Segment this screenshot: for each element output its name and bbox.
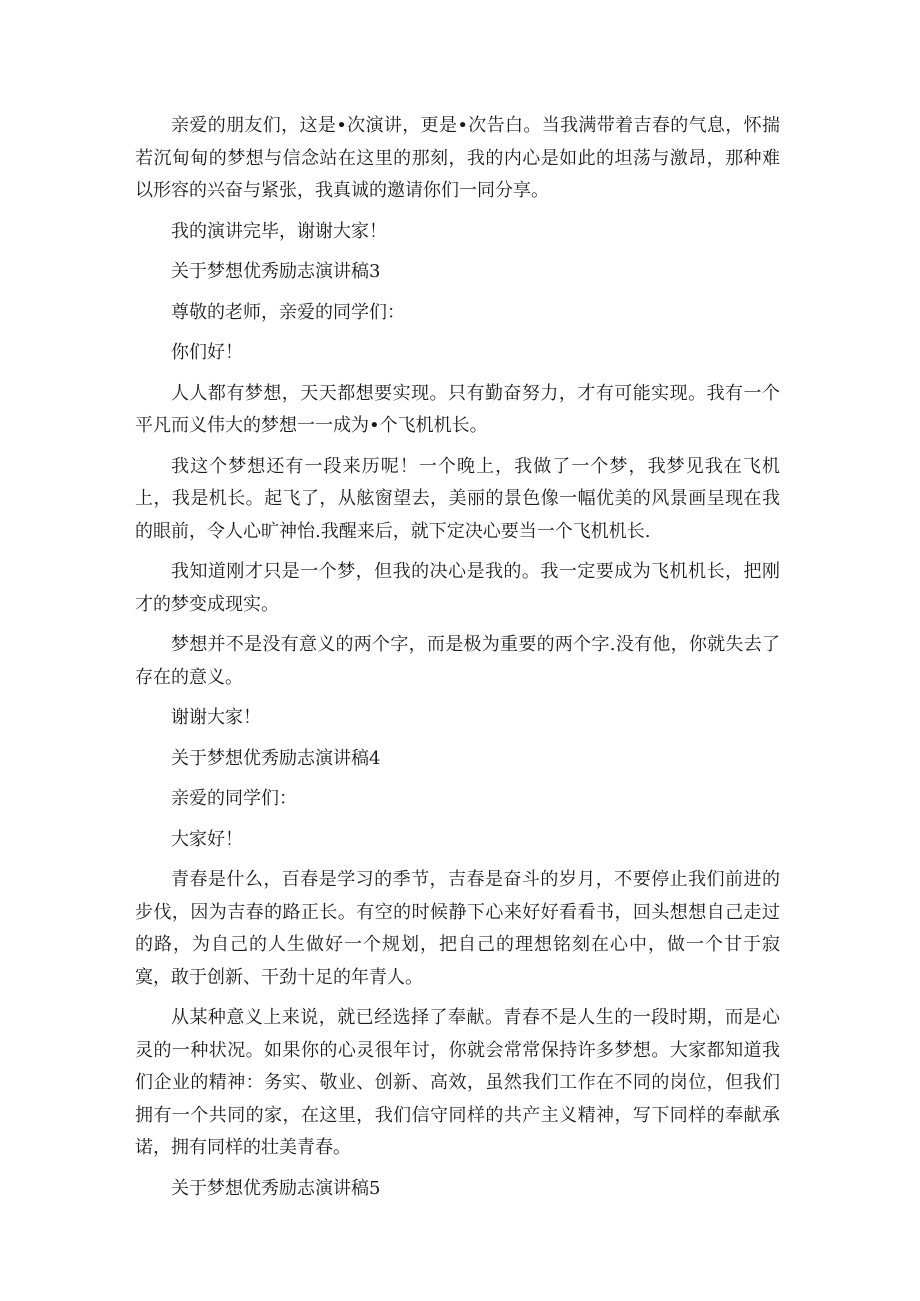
- paragraph-what-is-youth: 青春是什么，百春是学习的季节，吉春是奋斗的岁月，不要停止我们前进的步伐，因为吉春的路正长。有空的时候静下心来好好看看书，回头想想自己走过的路，为自己的人生做好一个规划，把自己的理想铭刻在心中，做一个甘于寂寞，敢于创新、干劲十足的年青人。: [135, 869, 780, 988]
- speech-heading-4: 关于梦想优秀励志演讲稿4: [171, 747, 381, 769]
- closing-thanks: 谢谢大家！: [171, 707, 261, 728]
- paragraph-determination: 我知道刚才只是一个梦，但我的决心是我的。我一定要成为飞机机长，把刚才的梦变成现实。: [135, 561, 780, 615]
- paragraph-everyone-has-dream: 人人都有梦想，天天都想要实现。只有勤奋努力，才有可能实现。我有一个平凡而义伟大的梦想一一成为•个飞机机长。: [135, 382, 780, 436]
- paragraph-opening-sharing: 亲爱的朋友们，这是•次演讲，更是•次告白。当我满带着吉春的气息，怀揣若沉甸甸的梦想与信念站在这里的那刻，我的内心是如此的坦荡与激昂，那种难以形容的兴奋与紧张，我真诚的邀请你们一同分享。: [135, 115, 780, 201]
- paragraph-closing-thanks: 我的演讲完毕，谢谢大家！: [171, 220, 387, 242]
- document-page: [135, 110, 780, 1213]
- greeting-hello: 你们好！: [171, 342, 243, 363]
- paragraph-meaning-of-dream: 梦想并不是没有意义的两个字，而是极为重要的两个字.没有他，你就失去了存在的意义。: [135, 634, 780, 688]
- salutation-students: 亲爱的同学们：: [171, 788, 297, 809]
- greeting-everyone: 大家好！: [171, 828, 243, 850]
- paragraph-dedication: 从某种意义上来说，就已经选择了奉献。青春不是人生的一段时期，而是心灵的一种状况。如果你的心灵很年讨，你就会常常保持许多梦想。大家都知道我们企业的精神：务实、敬业、创新、高效，虽然我们工作在不同的岗位，但我们拥有一个共同的家，在这里，我们信守同样的共产主义精神，写下同样的奉献承诺，拥有同样的壮美青春。: [135, 1007, 780, 1158]
- speech-heading-5: 关于梦想优秀励志演讲稿5: [171, 1177, 381, 1199]
- salutation-teachers-students: 尊敬的老师，亲爱的同学们：: [171, 301, 405, 323]
- paragraph-dream-story: 我这个梦想还有一段来历呢！一个晚上，我做了一个梦，我梦见我在飞机上，我是机长。起飞了，从舷窗望去，美丽的景色像一幅优美的风景画呈现在我的眼前，令人心旷神怡.我醒来后，就下定决心要当一个飞机机长.: [135, 455, 780, 542]
- speech-heading-3: 关于梦想优秀励志演讲稿3: [171, 261, 381, 282]
